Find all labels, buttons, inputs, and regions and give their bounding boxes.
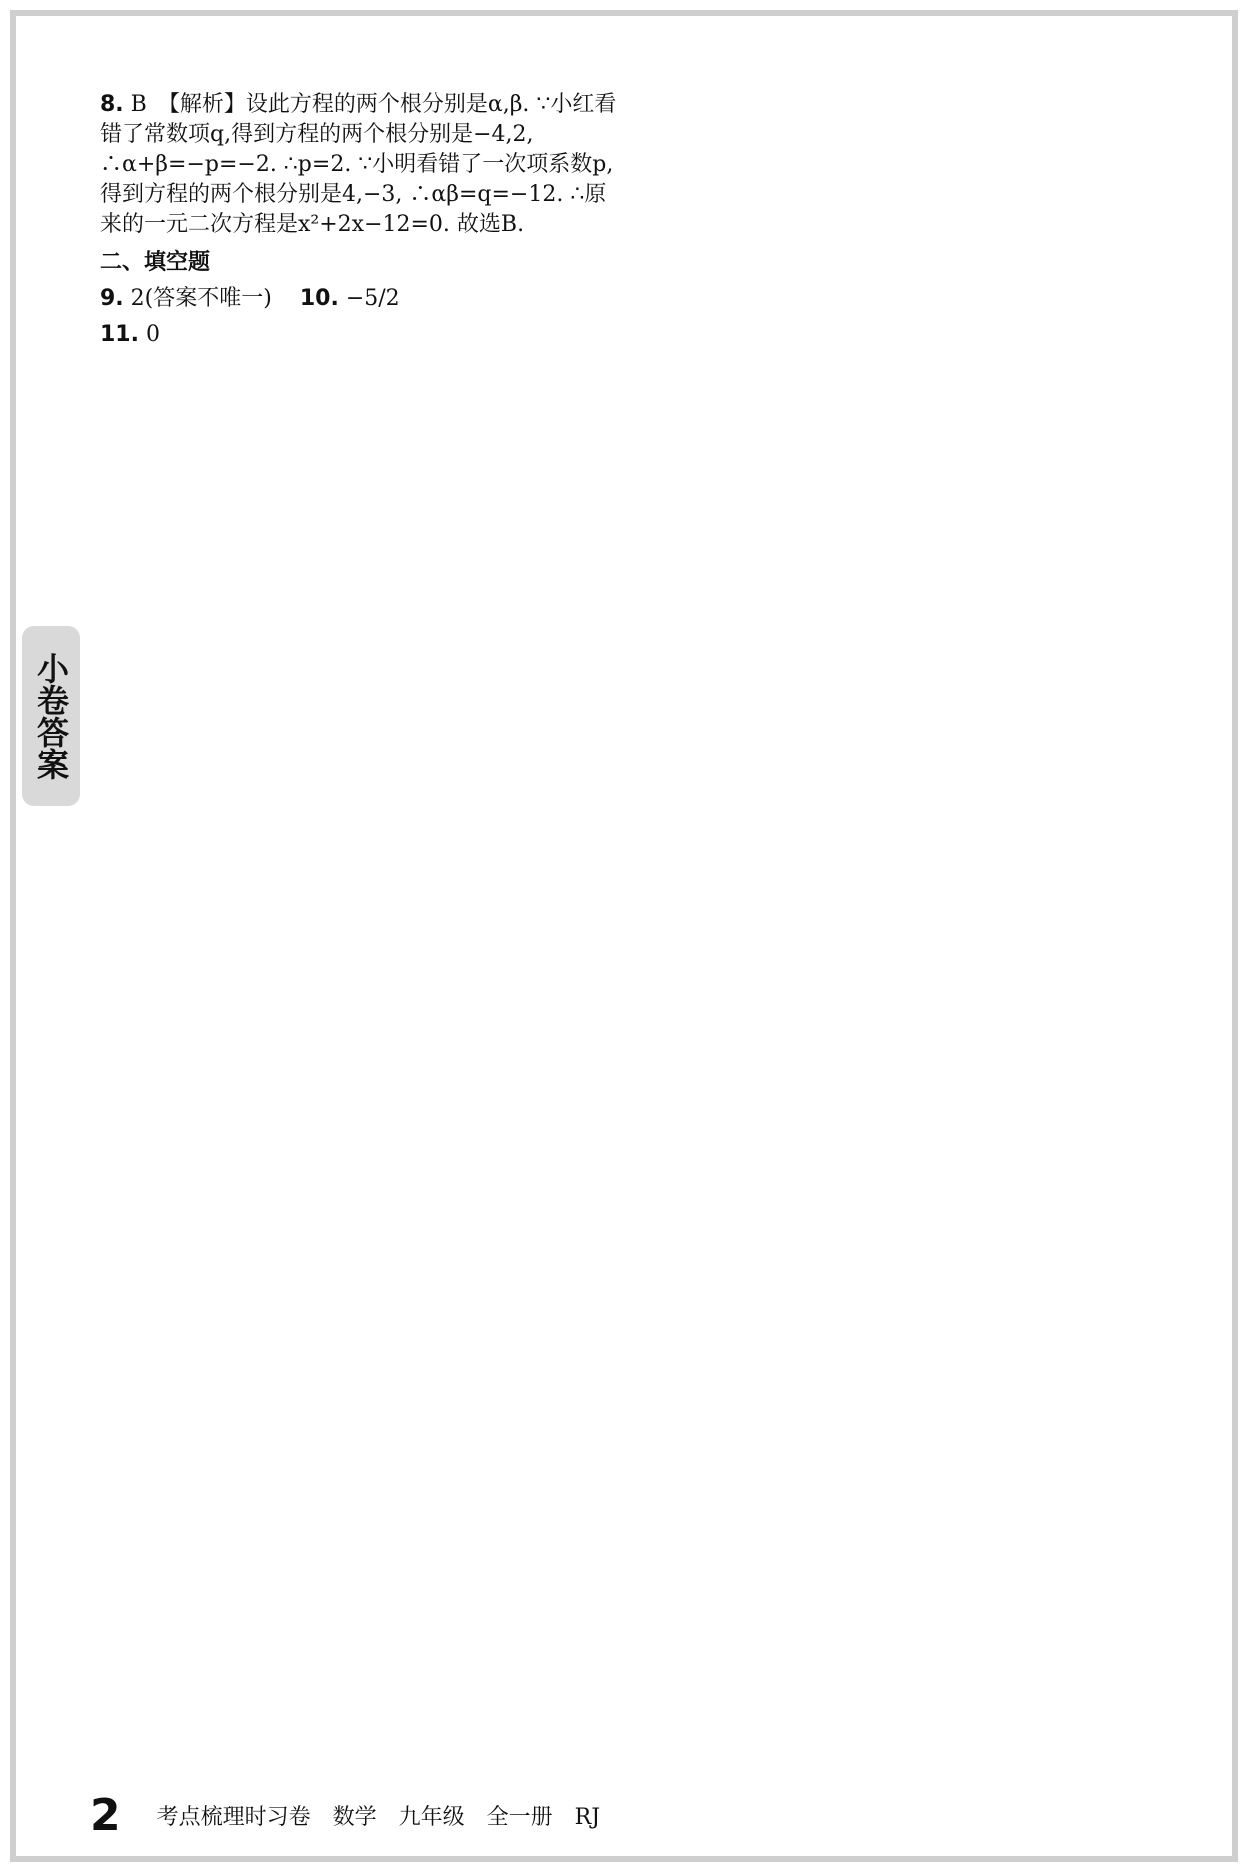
question-number: 8.	[100, 92, 124, 117]
question-11	[100, 320, 620, 350]
page-footer	[90, 1790, 1160, 1840]
answer-text: 2(答案不唯一)	[130, 286, 272, 311]
page-number: 2	[90, 1789, 121, 1841]
side-tab: 小卷答案	[22, 626, 80, 806]
question-number: 9.	[100, 286, 124, 311]
section-heading: 二、填空题	[100, 250, 211, 275]
left-column	[100, 90, 620, 356]
answer-text: 0	[145, 322, 160, 347]
footer-text: 考点梳理时习卷 数学 九年级 全一册 RJ	[156, 1804, 601, 1830]
answer-text: B 【解析】设此方程的两个根分别是α,β. ∵小红看错了常数项q,得到方程的两个根分别是−4,2, ∴α+β=−p=−2. ∴p=2. ∵小明看错了一次项系数p,得到方程的两个根分别是4,−3, ∴αβ=q=−12. ∴原来的一元二次方程是x²+2x−12=0. 故选B.	[100, 92, 617, 237]
question-number: 10.	[299, 286, 339, 311]
question-number: 11.	[100, 322, 139, 347]
answer-text: −5/2	[345, 286, 400, 311]
question-9-10	[100, 284, 620, 314]
question-8	[100, 90, 620, 240]
